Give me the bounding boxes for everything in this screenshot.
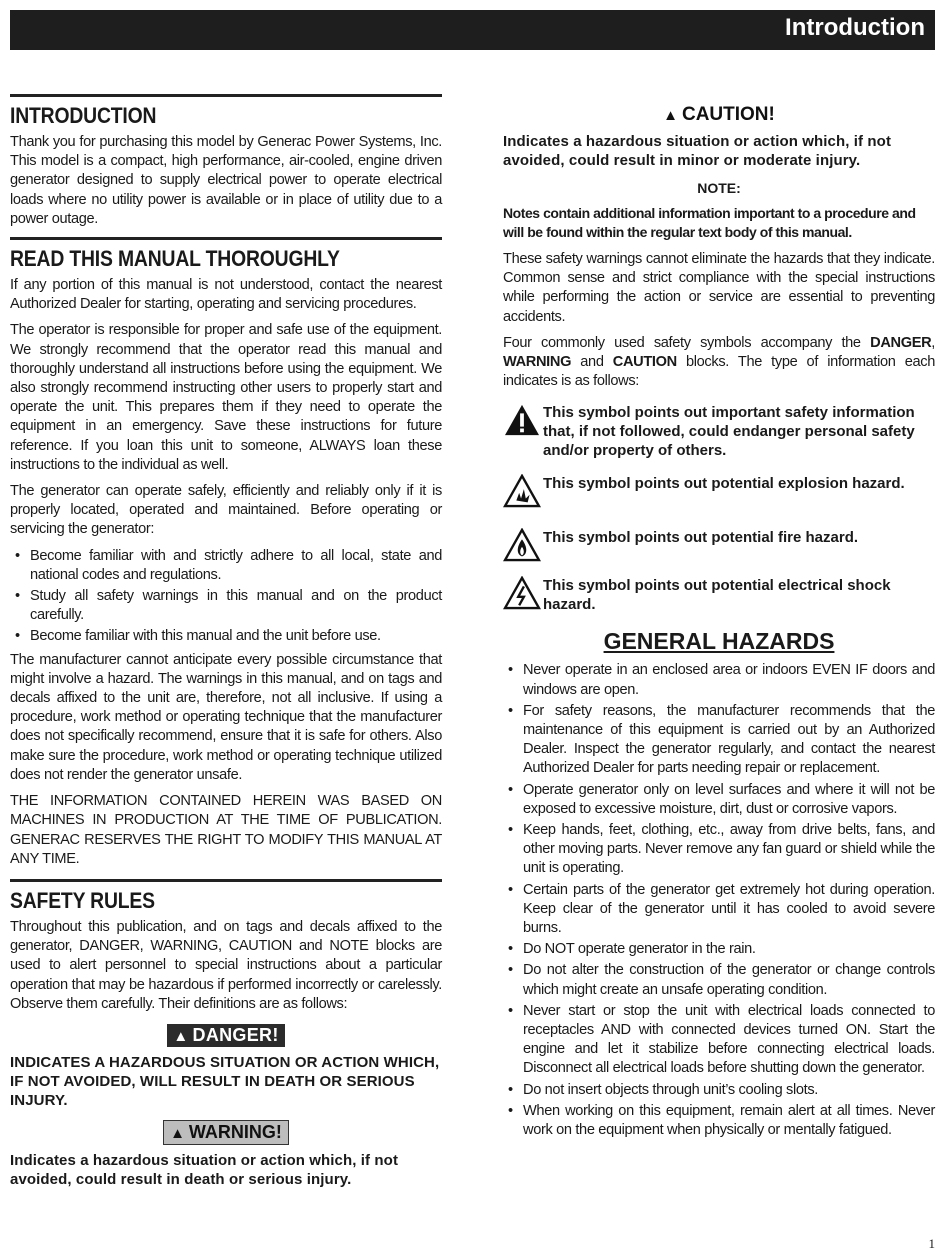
symbol-row [503,403,935,460]
list-item: • Keep hands, feet, clothing, etc., away from drive belts, fans, and other moving parts. Never remove any fan guard or shield while the unit is operating. [503,821,935,879]
page-title: Introduction [785,14,925,41]
danger-word: DANGER [870,334,932,351]
fire-icon [503,528,541,562]
text-run: blocks. The type of information each indicates is as follows: [503,354,935,390]
list-item: • Study all safety warnings in this manual and on the product carefully. [10,587,442,625]
exclamation-icon [503,403,541,437]
warning-label: WARNING! [188,1121,282,1142]
symbol-description: This symbol points out potential fire hazard. [543,529,859,547]
explosion-icon [503,474,541,508]
danger-signal [10,1024,442,1047]
read-manual-heading: READ THIS MANUAL THOROUGHLY [10,246,340,272]
read-bullet-list [10,547,442,647]
symbol-description: This symbol points out potential electrical shock hazard. [543,577,891,614]
note-definition: Notes contain additional information important to a procedure and will be found within the regular text body of this manual. [503,205,916,240]
section-rule [10,879,442,882]
list-item: • Do not alter the construction of the generator or change controls which might create an unsafe operating condition. [503,961,935,999]
warning-definition: Indicates a hazardous situation or action which, if not avoided, could result in death or serious injury. [10,1151,399,1188]
section-rule [10,237,442,240]
general-hazards-list [503,661,935,1140]
read-paragraph: If any portion of this manual is not understood, contact the nearest Authorized Dealer for starting, operating and servicing procedures. [10,277,442,313]
list-item: • Never start or stop the unit with electrical loads connected to receptacles AND with connected devices turned ON. Start the engine and let it stabilize before connecting electrical loads. Disconnect all electrical loads before shutting down the generator. [503,1002,935,1079]
section-rule [10,94,442,97]
symbol-description: This symbol points out potential explosion hazard. [543,475,905,493]
warning-label-box [163,1120,289,1145]
read-paragraph: The manufacturer cannot anticipate every possible circumstance that might involve a hazard. The warnings in this manual, and on tags and decals affixed to the unit are, therefore, not all inclusive. If using a procedure, work method or operating technique that the manufacturer does not specifically recommend, ensure that it is safe for others. Also make sure the procedure, work method or operating technique utilized does not render the generator unsafe. [10,651,442,783]
safety-paragraph: Throughout this publication, and on tags and decals affixed to the generator, DANGER, WARNING, CAUTION and NOTE blocks are used to alert personnel to special instructions about a particular operation that may be hazardous if performed incorrectly or carelessly. Observe them carefully. Their definitions are as follows: [10,918,442,1012]
symbols-intro-paragraph [503,334,935,392]
danger-label-box [167,1024,284,1047]
header-bar [10,10,935,50]
list-item: • Do not insert objects through unit’s cooling slots. [503,1081,935,1100]
electrical-shock-icon [503,576,541,610]
general-hazards-heading: GENERAL HAZARDS [603,628,835,655]
list-item: • Certain parts of the generator get extremely hot during operation. Keep clear of the generator until it has cooled to avoid severe burns. [503,881,935,939]
safety-warnings-paragraph: These safety warnings cannot eliminate the hazards that they indicate. Common sense and strict compliance with the special instructions while performing the action or service are essential to preventing accidents. [503,251,935,325]
warning-triangle-icon: ▲ [663,107,678,124]
list-item: • Operate generator only on level surfaces and where it will not be exposed to excessive moisture, dirt, dust or corrosive vapors. [503,781,935,819]
warning-triangle-icon: ▲ [173,1027,189,1045]
warning-triangle-icon: ▲ [170,1124,185,1142]
list-item: • Become familiar with and strictly adhere to all local, state and national codes and regulations. [10,547,442,585]
caution-word: CAUTION [612,354,677,371]
page-number: 1 [928,1236,935,1251]
caution-definition: Indicates a hazardous situation or action which, if not avoided, could result in minor or moderate injury. [503,133,892,169]
read-paragraph: The generator can operate safely, efficiently and reliably only if it is properly located, operated and maintained. Before operating or servicing the generator: [10,483,442,538]
symbol-description: This symbol points out important safety information that, if not followed, could endanger personal safety and/or property of others. [543,404,915,460]
read-paragraph: The operator is responsible for proper and safe use of the equipment. We strongly recommend that the operator read this manual and thoroughly understand all instructions before using the equipment. We also strongly recommend instructing other users to properly start and operate the unit. This prepares them if they need to operate the equipment in an emergency. Save these instructions for future reference. If you loan this unit to someone, ALWAYS loan these instructions to the individual as well. [10,322,442,473]
list-item: • For safety reasons, the manufacturer recommends that the maintenance of this equipment is carried out by an Authorized Dealer. Inspect the generator regularly, and contact the nearest Authorized Dealer for parts needing repair or replacement. [503,702,935,779]
caution-label-box [663,104,775,126]
list-item: • When working on this equipment, remain alert at all times. Never work on the equipment when physically or mentally fatigued. [503,1102,935,1140]
list-item: • Do NOT operate generator in the rain. [503,940,935,959]
symbol-row [503,528,935,562]
list-item: • Become familiar with this manual and the unit before use. [10,627,442,646]
danger-label: DANGER! [192,1024,279,1045]
caution-label: CAUTION! [681,104,775,125]
danger-definition: INDICATES A HAZARDOUS SITUATION OR ACTION WHICH, IF NOT AVOIDED, WILL RESULT IN DEATH OR SERIOUS INJURY. [10,1053,440,1109]
symbol-row [503,576,935,614]
introduction-paragraph: Thank you for purchasing this model by Generac Power Systems, Inc. This model is a compact, high performance, air-cooled, engine driven generator designed to supply electrical power to operate electrical loads where no utility power is available or in place of utility due to a power outage. [10,134,442,227]
warning-word: WARNING [503,354,572,371]
text-run: Four commonly used safety symbols accompany the [503,334,871,351]
introduction-heading: INTRODUCTION [10,103,157,128]
symbol-row [503,474,935,508]
warning-signal [10,1120,442,1145]
left-column [10,94,442,1199]
right-column [503,104,935,1144]
note-label: NOTE: [697,180,741,196]
caution-signal [503,104,935,126]
text-run: and [571,354,613,371]
text-run: , [931,334,935,351]
read-paragraph: THE INFORMATION CONTAINED HEREIN WAS BASED ON MACHINES IN PRODUCTION AT THE TIME OF PUBLICATION. GENERAC RESERVES THE RIGHT TO MODIFY THIS MANUAL AT ANY TIME. [10,793,442,867]
safety-rules-heading: SAFETY RULES [10,887,155,913]
list-item: • Never operate in an enclosed area or indoors EVEN IF doors and windows are open. [503,661,935,699]
